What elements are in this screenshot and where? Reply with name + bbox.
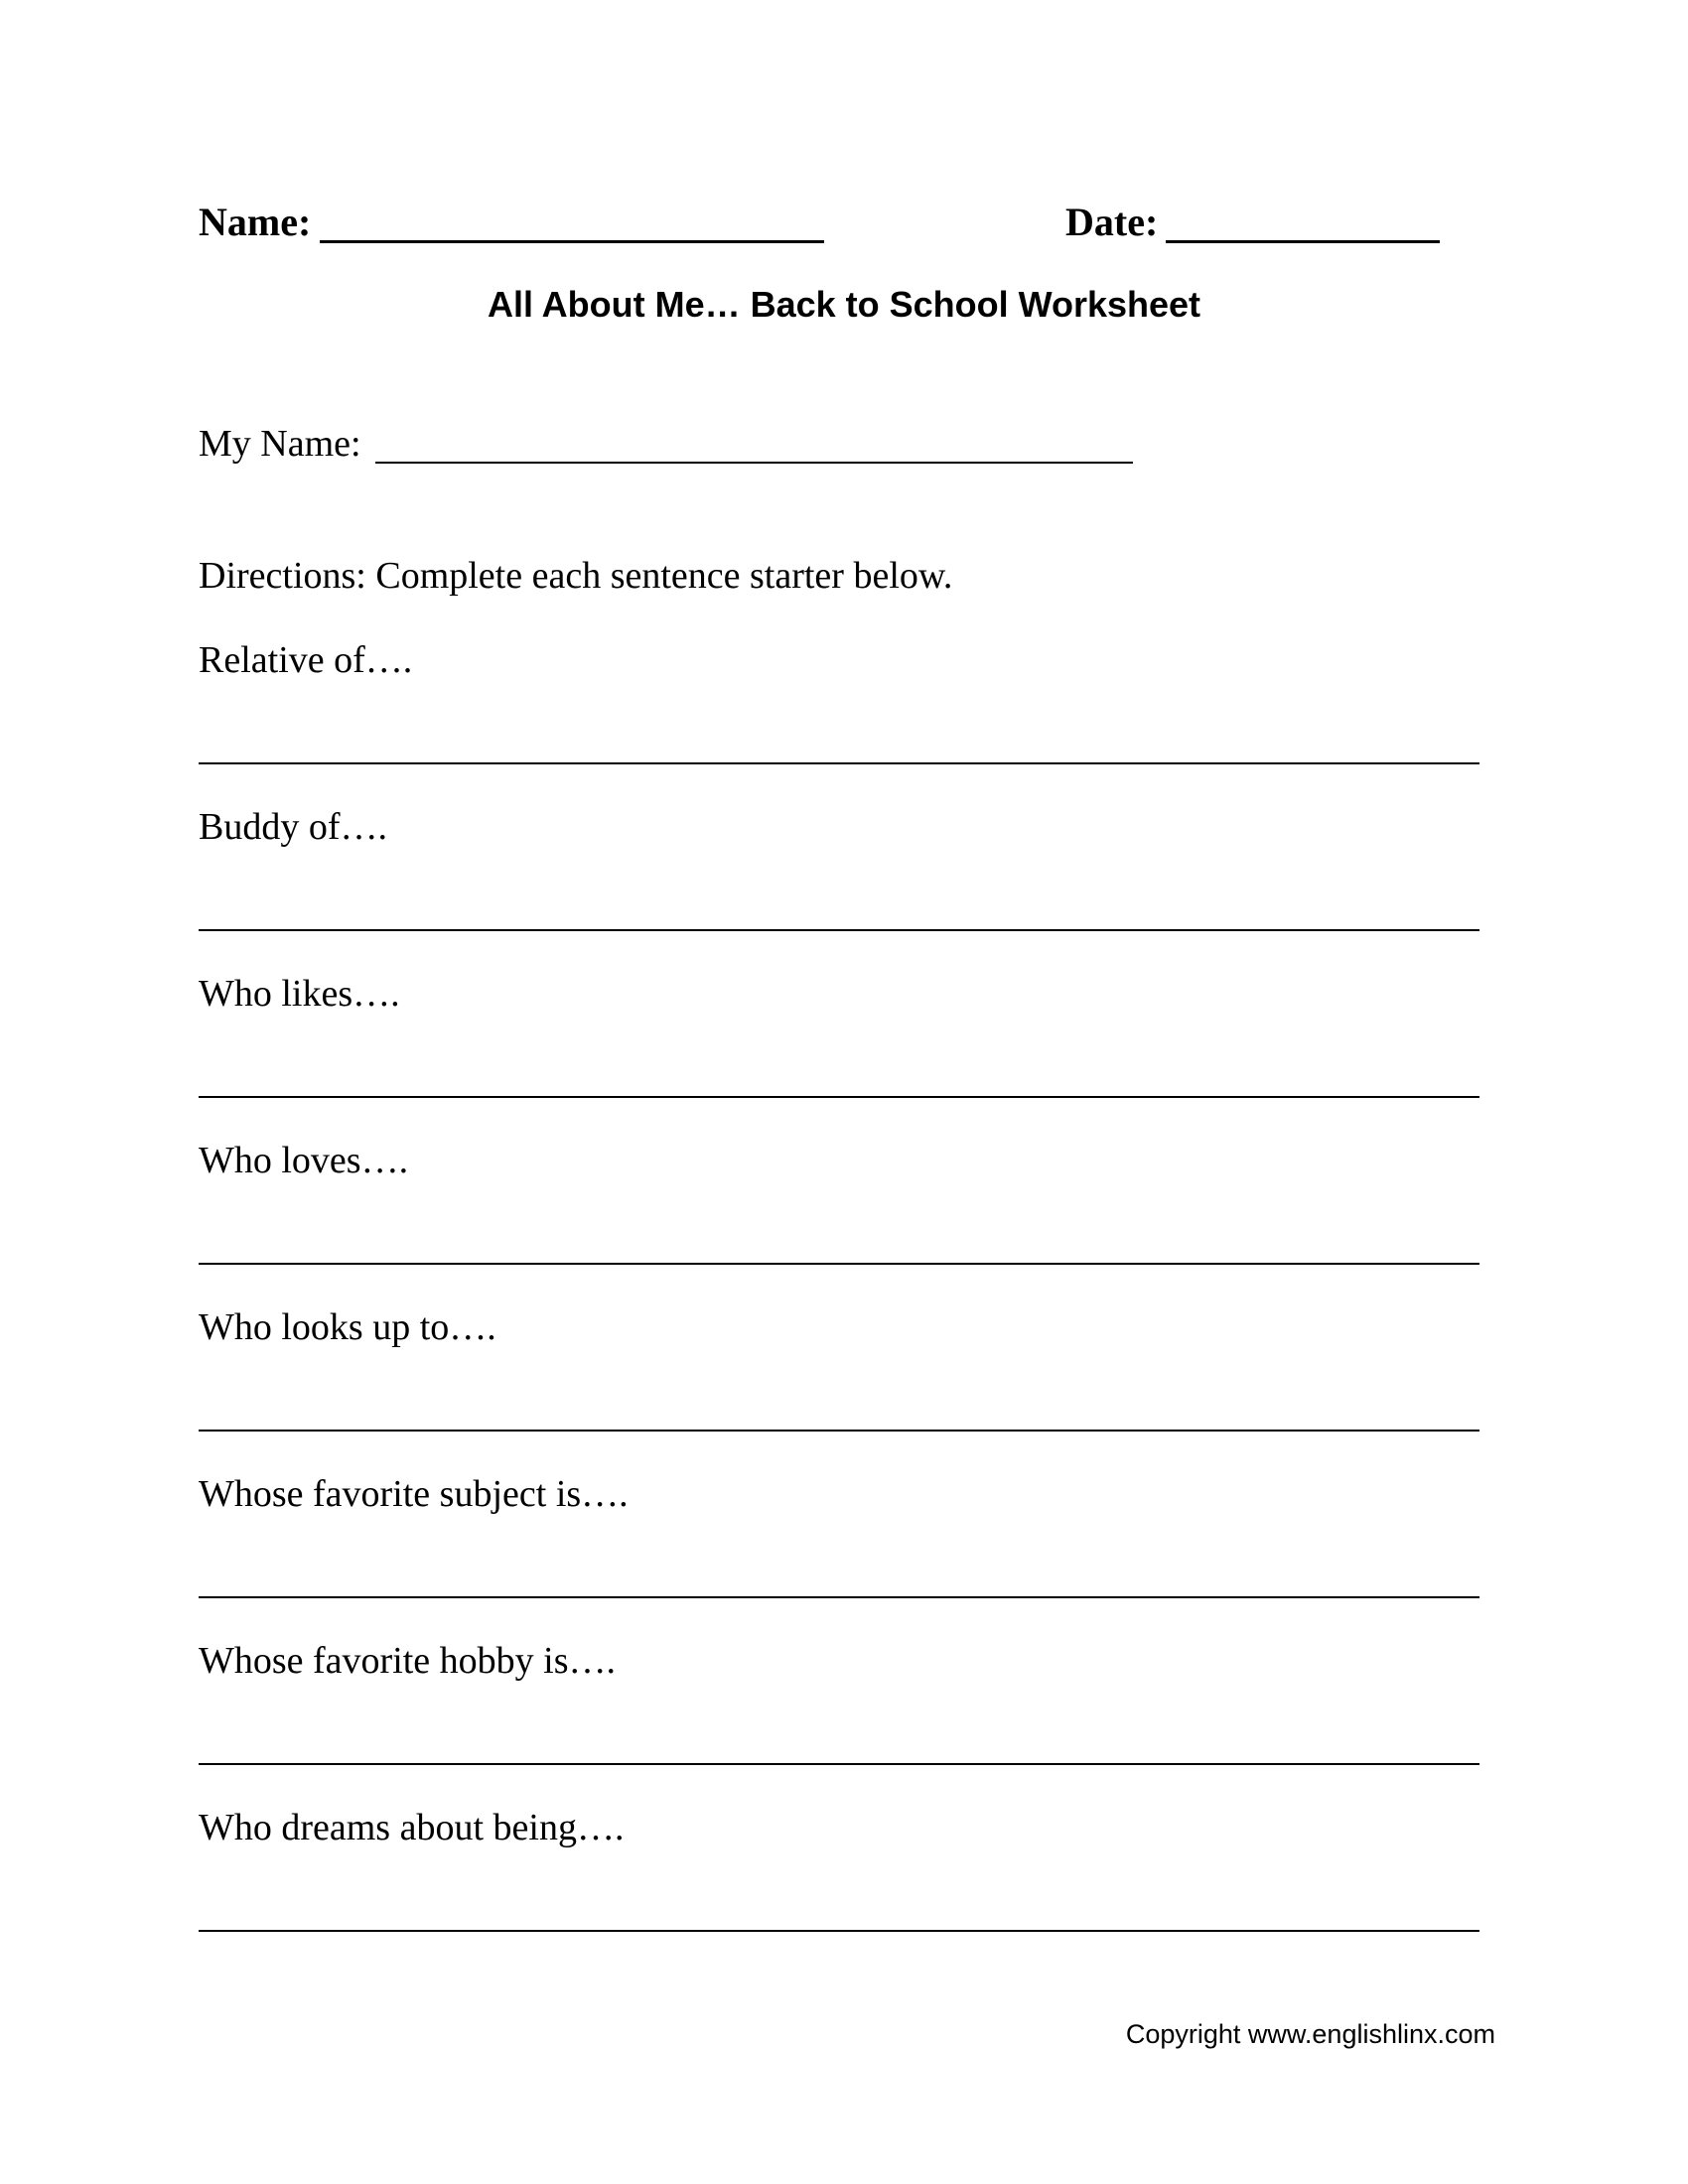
- prompt-loves: Who loves….: [199, 1140, 409, 1181]
- prompt-dreams-about-being: Who dreams about being….: [199, 1807, 625, 1848]
- prompt-likes-answer-line[interactable]: [199, 1096, 1479, 1098]
- prompt-favorite-subject: Whose favorite subject is….: [199, 1473, 629, 1515]
- prompt-favorite-subject-answer-line[interactable]: [199, 1596, 1479, 1598]
- prompt-looks-up-to: Who looks up to….: [199, 1306, 496, 1348]
- prompt-relative: Relative of….: [199, 639, 413, 681]
- prompt-loves-answer-line[interactable]: [199, 1263, 1479, 1265]
- prompt-favorite-hobby-answer-line[interactable]: [199, 1763, 1479, 1765]
- directions-text: Directions: Complete each sentence starter below.: [199, 555, 953, 597]
- date-answer-line[interactable]: [1166, 240, 1440, 243]
- prompt-looks-up-to-answer-line[interactable]: [199, 1430, 1479, 1432]
- my-name-answer-line[interactable]: [375, 462, 1133, 464]
- prompt-buddy-answer-line[interactable]: [199, 929, 1479, 931]
- prompt-likes: Who likes….: [199, 973, 400, 1015]
- name-label: Name:: [199, 200, 312, 244]
- my-name-label: My Name:: [199, 423, 361, 465]
- name-answer-line[interactable]: [320, 240, 824, 243]
- worksheet-title: All About Me… Back to School Worksheet: [487, 284, 1201, 325]
- prompt-relative-answer-line[interactable]: [199, 762, 1479, 764]
- prompt-favorite-hobby: Whose favorite hobby is….: [199, 1640, 617, 1682]
- copyright-text: Copyright www.englishlinx.com: [1125, 2019, 1495, 2049]
- prompt-buddy: Buddy of….: [199, 806, 387, 848]
- date-label: Date:: [1065, 200, 1159, 244]
- prompt-dreams-about-being-answer-line[interactable]: [199, 1930, 1479, 1932]
